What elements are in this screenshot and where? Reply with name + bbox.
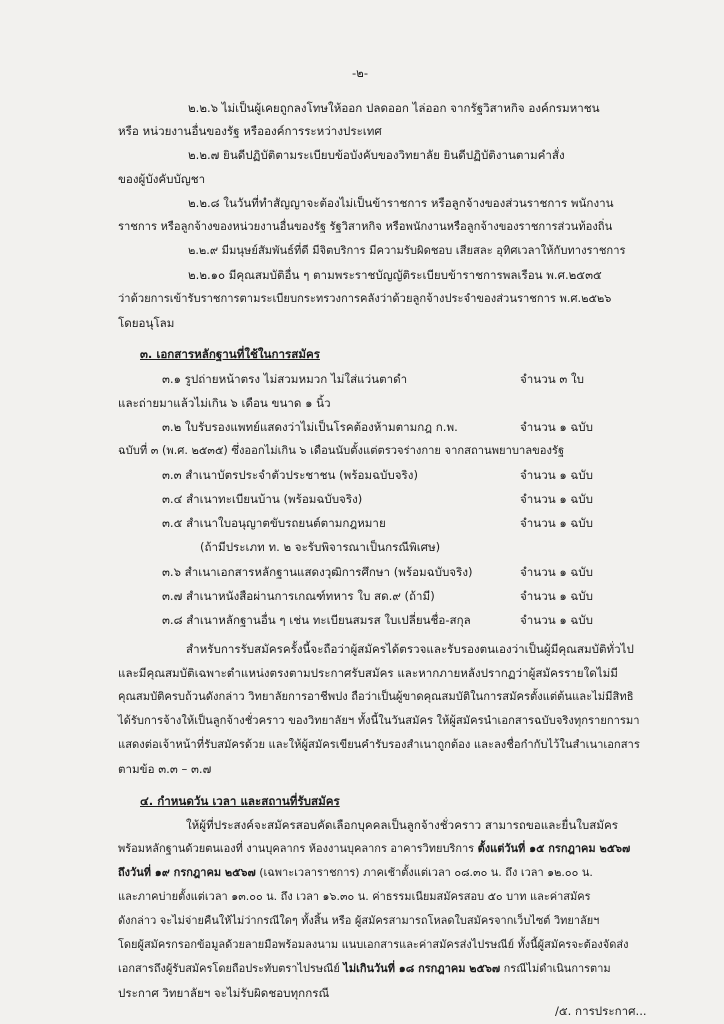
doc-item-3-8-count: จำนวน ๑ ฉบับ xyxy=(520,613,594,627)
section-4-line-4: และภาคบ่ายตั้งแต่เวลา ๑๓.๐๐ น. ถึง เวลา ๑๖.๓๐ น. ค่าธรรมเนียมสมัครสอบ ๕๐ บาท และค่าสมัคร xyxy=(118,890,591,903)
doc-item-3-6-count: จำนวน ๑ ฉบับ xyxy=(520,565,594,579)
doc-item-3-6: ๓.๖ สำเนาเอกสารหลักฐานแสดงวุฒิการศึกษา (พร้อมฉบับจริง) xyxy=(162,565,473,579)
doc-item-3-8: ๓.๘ สำเนาหลักฐานอื่น ๆ เช่น ทะเบียนสมรส ใบเปลี่ยนชื่อ-สกุล xyxy=(162,613,471,627)
section-4-line-7-text: เอกสารถึงผู้รับสมัครโดยถือประทับตราไปรษณีย์ xyxy=(118,962,344,975)
doc-item-3-1-count: จำนวน ๓ ใบ xyxy=(520,372,584,386)
section-4-line-6: โดยผู้สมัครกรอกข้อมูลด้วยลายมือพร้อมลงนาม แนบเอกสารและค่าสมัครส่งไปรษณีย์ ทั้งนี้ผู้สมัครจะต้องจัดส่ง xyxy=(118,938,629,951)
item-2-2-10-cont: ว่าด้วยการเข้ารับราชการตามระเบียบกระทรวงการคลังว่าด้วยลูกจ้างประจำของส่วนราชการ พ.ศ.๒๕๒๖ xyxy=(118,292,612,305)
section-3-para-3: คุณสมบัติครบถ้วนดังกล่าว วิทยาลัยการอาชีพปง ถือว่าเป็นผู้ขาดคุณสมบัติในการสมัครตั้งแต่ต้นและไม่มีสิทธิ xyxy=(118,690,634,703)
item-2-2-6: ๒.๒.๖ ไม่เป็นผู้เคยถูกลงโทษให้ออก ปลดออก ไล่ออก จากรัฐวิสาหกิจ องค์กรมหาชน xyxy=(188,101,600,115)
section-4-line-5: ดังกล่าว จะไม่จ่ายคืนให้ไม่ว่ากรณีใดๆ ทั้งสิ้น หรือ ผู้สมัครสามารถโหลดใบสมัครจากเว็บไซต์ วิทยาลัยฯ xyxy=(118,914,600,927)
doc-item-3-5-count: จำนวน ๑ ฉบับ xyxy=(520,516,594,530)
section-3-para-4: ได้รับการจ้างให้เป็นลูกจ้างชั่วคราว ของวิทยาลัยฯ ทั้งนี้ในวันสมัคร ให้ผู้สมัครนำเอกสารฉบับจริงทุกรายการมา xyxy=(118,714,640,727)
section-4-line-3-text: (เฉพาะเวลาราชการ) ภาคเช้าตั้งแต่เวลา ๐๘.๓๐ น. ถึง เวลา ๑๒.๐๐ น. xyxy=(255,866,593,879)
doc-item-3-7: ๓.๗ สำเนาหนังสือผ่านการเกณฑ์ทหาร ใบ สด.๙ (ถ้ามี) xyxy=(162,589,435,603)
section-4-line-7 xyxy=(118,962,611,976)
doc-item-3-5: ๓.๕ สำเนาใบอนุญาตขับรถยนต์ตามกฎหมาย xyxy=(162,516,386,530)
item-2-2-10: ๒.๒.๑๐ มีคุณสมบัติอื่น ๆ ตามพระราชบัญญัติระเบียบข้าราชการพลเรือน พ.ศ.๒๕๓๕ xyxy=(188,268,602,282)
section-4-line-2 xyxy=(118,842,630,856)
section-4-line-2-text: พร้อมหลักฐานด้วยตนเองที่ งานบุคลากร ห้องงานบุคลากร อาคารวิทยบริการ xyxy=(118,842,478,855)
section-4-start-date: ตั้งแต่วันที่ ๑๕ กรกฎาคม ๒๕๖๗ xyxy=(477,842,631,855)
page-number: -๒- xyxy=(352,66,369,80)
section-4-line-1: ให้ผู้ที่ประสงค์จะสมัครสอบคัดเลือกบุคคลเป็นลูกจ้างชั่วคราว สามารถขอและยื่นใบสมัคร xyxy=(186,818,618,832)
doc-item-3-7-count: จำนวน ๑ ฉบับ xyxy=(520,589,594,603)
doc-item-3-4: ๓.๔ สำเนาทะเบียนบ้าน (พร้อมฉบับจริง) xyxy=(162,492,363,506)
section-4-end-date: ถึงวันที่ ๑๙ กรกฎาคม ๒๕๖๗ xyxy=(118,866,256,879)
section-4-line-3 xyxy=(118,866,593,880)
doc-item-3-1-cont: และถ่ายมาแล้วไม่เกิน ๖ เดือน ขนาด ๑ นิ้ว xyxy=(118,396,331,410)
doc-item-3-3: ๓.๓ สำเนาบัตรประจำตัวประชาชน (พร้อมฉบับจริง) xyxy=(162,468,418,482)
doc-item-3-4-count: จำนวน ๑ ฉบับ xyxy=(520,492,594,506)
section-4-postmark-deadline: ไม่เกินวันที่ ๑๘ กรกฎาคม ๒๕๖๗ xyxy=(343,962,501,975)
item-2-2-8: ๒.๒.๘ ในวันที่ทำสัญญาจะต้องไม่เป็นข้าราชการ หรือลูกจ้างของส่วนราชการ พนักงาน xyxy=(188,196,614,210)
section-3-para-2: และมีคุณสมบัติเฉพาะตำแหน่งตรงตามประกาศรับสมัคร และหากภายหลังปรากฏว่าผู้สมัครรายใดไม่มี xyxy=(118,666,618,680)
section-4-line-8: ประกาศ วิทยาลัยฯ จะไม่รับผิดชอบทุกกรณี xyxy=(118,986,330,1000)
doc-item-3-2-count: จำนวน ๑ ฉบับ xyxy=(520,420,594,434)
item-2-2-7: ๒.๒.๗ ยินดีปฏิบัติตามระเบียบข้อบังคับของวิทยาลัย ยินดีปฏิบัติงานตามคำสั่ง xyxy=(188,148,565,162)
item-2-2-6-cont: หรือ หน่วยงานอื่นของรัฐ หรือองค์การระหว่างประเทศ xyxy=(118,124,382,138)
section-4-heading: ๔. กำหนดวัน เวลา และสถานที่รับสมัคร xyxy=(140,794,340,808)
item-2-2-7-cont: ของผู้บังคับบัญชา xyxy=(118,172,206,186)
item-2-2-10-cont2: โดยอนุโลม xyxy=(118,316,175,330)
doc-item-3-3-count: จำนวน ๑ ฉบับ xyxy=(520,468,594,482)
doc-item-3-2-cont: ฉบับที่ ๓ (พ.ศ. ๒๕๓๕) ซึ่งออกไม่เกิน ๖ เดือนนับตั้งแต่ตรวจร่างกาย จากสถานพยาบาลของรัฐ xyxy=(118,444,565,457)
doc-item-3-1: ๓.๑ รูปถ่ายหน้าตรง ไม่สวมหมวก ไม่ใส่แว่นตาดำ xyxy=(162,372,408,386)
doc-item-3-2: ๓.๒ ใบรับรองแพทย์แสดงว่าไม่เป็นโรคต้องห้ามตามกฎ ก.พ. xyxy=(162,420,458,434)
item-2-2-9: ๒.๒.๙ มีมนุษย์สัมพันธ์ที่ดี มีจิตบริการ มีความรับผิดชอบ เสียสละ อุทิศเวลาให้กับทางราชการ xyxy=(188,244,626,257)
section-4-line-7-tail: กรณีไม่ดำเนินการตาม xyxy=(500,962,611,975)
next-page-continuation: /๕. การประกาศ... xyxy=(555,1004,647,1018)
section-3-para-5: แสดงต่อเจ้าหน้าที่รับสมัครด้วย และให้ผู้สมัครเขียนคำรับรองสำเนาถูกต้อง และลงชื่อกำกับไว้ในสำเนาเอกสาร xyxy=(118,738,640,751)
item-2-2-8-cont: ราชการ หรือลูกจ้างของหน่วยงานอื่นของรัฐ รัฐวิสาหกิจ หรือพนักงานหรือลูกจ้างของราชการส่วนท้องถิ่น xyxy=(118,220,613,233)
section-3-heading: ๓. เอกสารหลักฐานที่ใช้ในการสมัคร xyxy=(140,347,320,361)
section-3-para-6: ตามข้อ ๓.๓ – ๓.๗ xyxy=(118,762,212,776)
section-3-para-1: สำหรับการรับสมัครครั้งนี้จะถือว่าผู้สมัครได้ตรวจและรับรองตนเองว่าเป็นผู้มีคุณสมบัติทั่วไป xyxy=(186,642,634,656)
doc-item-3-5-cont: (ถ้ามีประเภท ท. ๒ จะรับพิจารณาเป็นกรณีพิเศษ) xyxy=(200,540,441,554)
